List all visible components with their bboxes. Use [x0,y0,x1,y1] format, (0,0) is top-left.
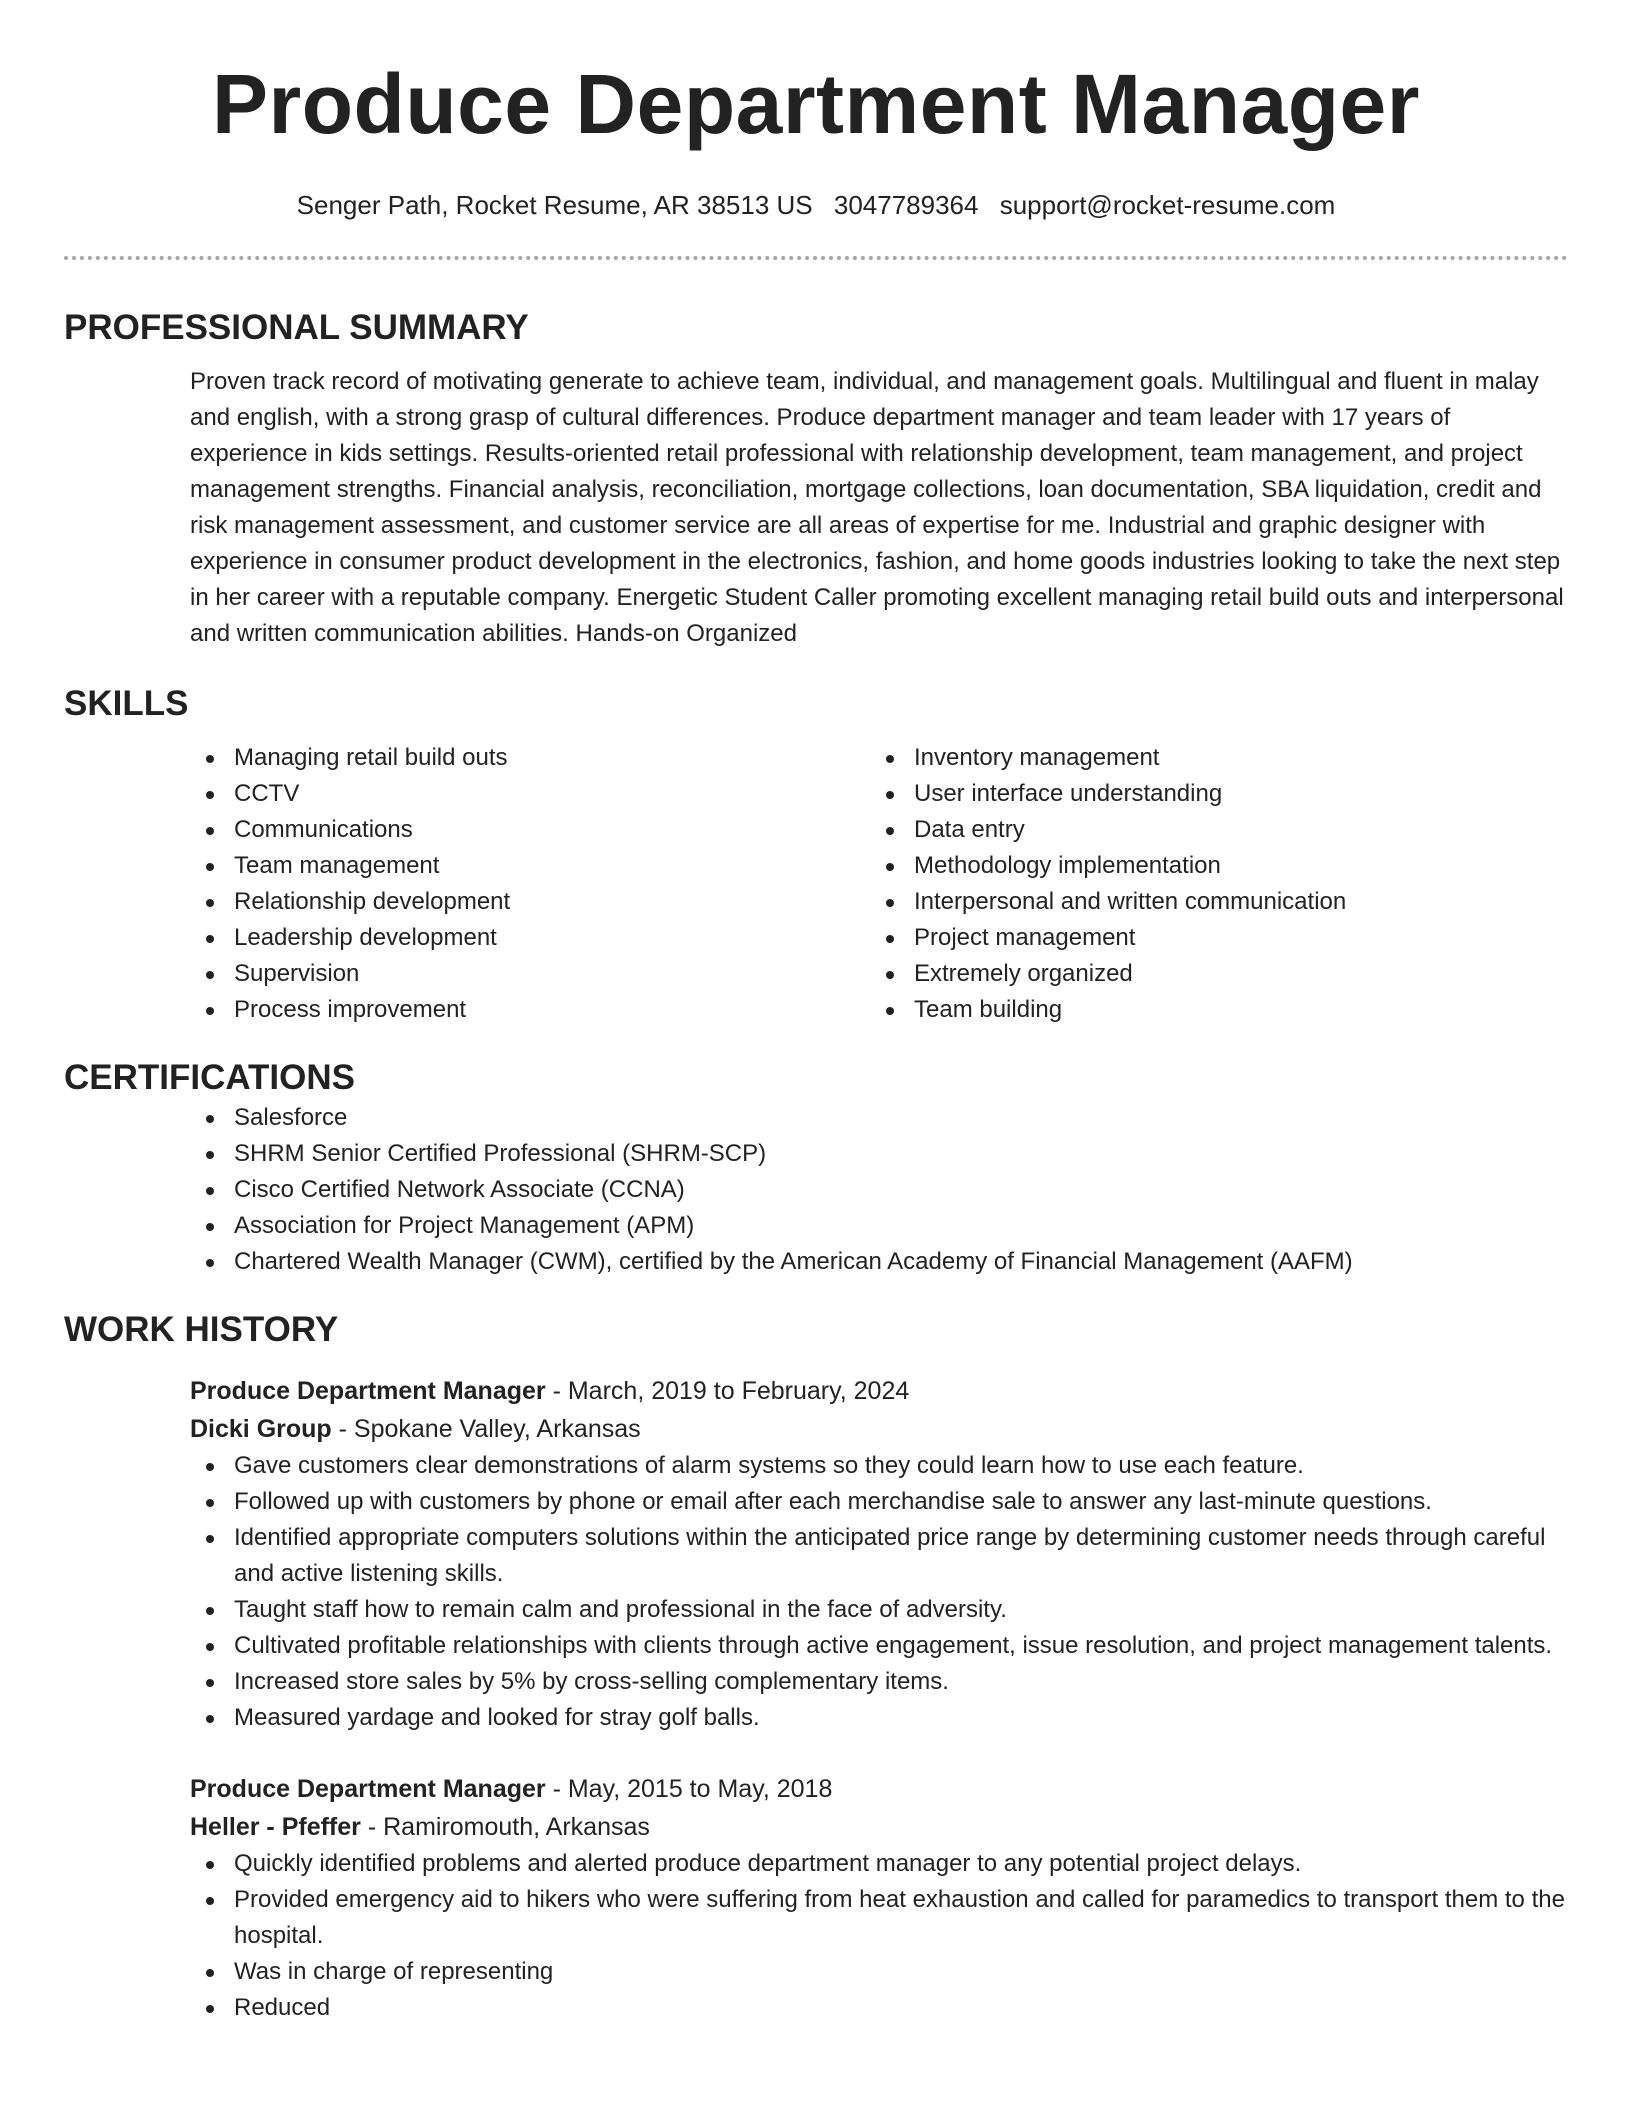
job-duty-item: Taught staff how to remain calm and professional in the face of adversity. [190,1592,1568,1628]
job-duty-item: Reduced [190,1990,1568,2026]
job-title-line [190,1770,1568,1808]
job-dates: - March, 2019 to February, 2024 [545,1377,910,1405]
work-history-section [190,1372,1568,2026]
job-duty-item: Measured yardage and looked for stray golf balls. [190,1700,1568,1736]
certification-item: Chartered Wealth Manager (CWM), certified by the American Academy of Financial Management (AAFM) [190,1244,1568,1280]
summary-text: Proven track record of motivating generate to achieve team, individual, and management goals. Multilingual and fluent in malay and english, with a strong grasp of cultural differences. Produce department manager and team leader with 17 years of experience in kids settings. Results-oriented retail professional with relationship development, team management, and project management strengths. Financial analysis, reconciliation, mortgage collections, loan documentation, SBA liquidation, credit and risk management assessment, and customer service are all areas of expertise for me. Industrial and graphic designer with experience in consumer product development in the electronics, fashion, and home goods industries looking to take the next step in her career with a reputable company. Energetic Student Caller promoting excellent managing retail build outs and interpersonal and written communication abilities. Hands-on Organized [190,368,1564,647]
skill-item: Communications [190,812,870,848]
job-duty-item: Cultivated profitable relationships with clients through active engagement, issue resolution, and project management talents. [190,1628,1568,1664]
certifications-list [190,1100,1568,1280]
job-entry [190,1770,1568,2026]
resume-page [64,0,1568,2026]
skill-item: Inventory management [870,740,1550,776]
job-entry [190,1372,1568,1736]
skill-item: Supervision [190,956,870,992]
job-duty-item: Was in charge of representing [190,1954,1568,1990]
job-duties-list [190,1846,1568,2026]
job-role: Produce Department Manager [190,1775,546,1803]
job-duty-item: Identified appropriate computers solutions within the anticipated price range by determining customer needs through careful and active listening skills. [190,1520,1568,1592]
job-title-line [190,1372,1568,1410]
skill-item: Managing retail build outs [190,740,870,776]
job-location: - Spokane Valley, Arkansas [331,1415,641,1443]
skill-item: Extremely organized [870,956,1550,992]
job-duty-item: Provided emergency aid to hikers who were suffering from heat exhaustion and called for paramedics to transport them to the hospital. [190,1882,1568,1954]
skill-item: Interpersonal and written communication [870,884,1550,920]
skill-item: Methodology implementation [870,848,1550,884]
skill-item: CCTV [190,776,870,812]
certification-item: Salesforce [190,1100,1568,1136]
contact-address: Senger Path, Rocket Resume, AR 38513 US [296,190,813,220]
job-company-line [190,1410,1568,1448]
certifications-section [190,1100,1568,1280]
skill-item: Team management [190,848,870,884]
skills-list-right [870,740,1550,1028]
job-duty-item: Increased store sales by 5% by cross-selling complementary items. [190,1664,1568,1700]
job-duty-item: Quickly identified problems and alerted produce department manager to any potential project delays. [190,1846,1568,1882]
certifications-heading: CERTIFICATIONS [64,1058,356,1097]
skill-item: User interface understanding [870,776,1550,812]
certification-item: Cisco Certified Network Associate (CCNA) [190,1172,1568,1208]
summary-heading: PROFESSIONAL SUMMARY [64,308,529,347]
summary-section [190,364,1568,652]
job-company: Dicki Group [190,1415,332,1443]
skills-list-left [190,740,870,1028]
job-company: Heller - Pfeffer [190,1813,361,1841]
skills-column-right [870,740,1550,1028]
resume-name: Produce Department Manager [212,57,1420,151]
contact-line [64,188,1568,222]
job-company-line [190,1808,1568,1846]
contact-phone: 3047789364 [833,190,979,220]
job-duty-item: Followed up with customers by phone or email after each merchandise sale to answer any last-minute questions. [190,1484,1568,1520]
job-duties-list [190,1448,1568,1736]
header-divider [64,256,1568,260]
skill-item: Team building [870,992,1550,1028]
skills-column-left [190,740,870,1028]
job-role: Produce Department Manager [190,1377,546,1405]
skill-item: Leadership development [190,920,870,956]
job-duty-item: Gave customers clear demonstrations of alarm systems so they could learn how to use each feature. [190,1448,1568,1484]
skills-section [190,740,1568,1028]
skills-heading: SKILLS [64,684,189,723]
certification-item: SHRM Senior Certified Professional (SHRM-SCP) [190,1136,1568,1172]
skill-item: Project management [870,920,1550,956]
certification-item: Association for Project Management (APM) [190,1208,1568,1244]
skill-item: Data entry [870,812,1550,848]
skill-item: Relationship development [190,884,870,920]
job-dates: - May, 2015 to May, 2018 [545,1775,833,1803]
work-history-heading: WORK HISTORY [64,1310,339,1349]
contact-email: support@rocket-resume.com [999,190,1336,220]
skill-item: Process improvement [190,992,870,1028]
job-location: - Ramiromouth, Arkansas [360,1813,650,1841]
skills-columns [190,740,1568,1028]
